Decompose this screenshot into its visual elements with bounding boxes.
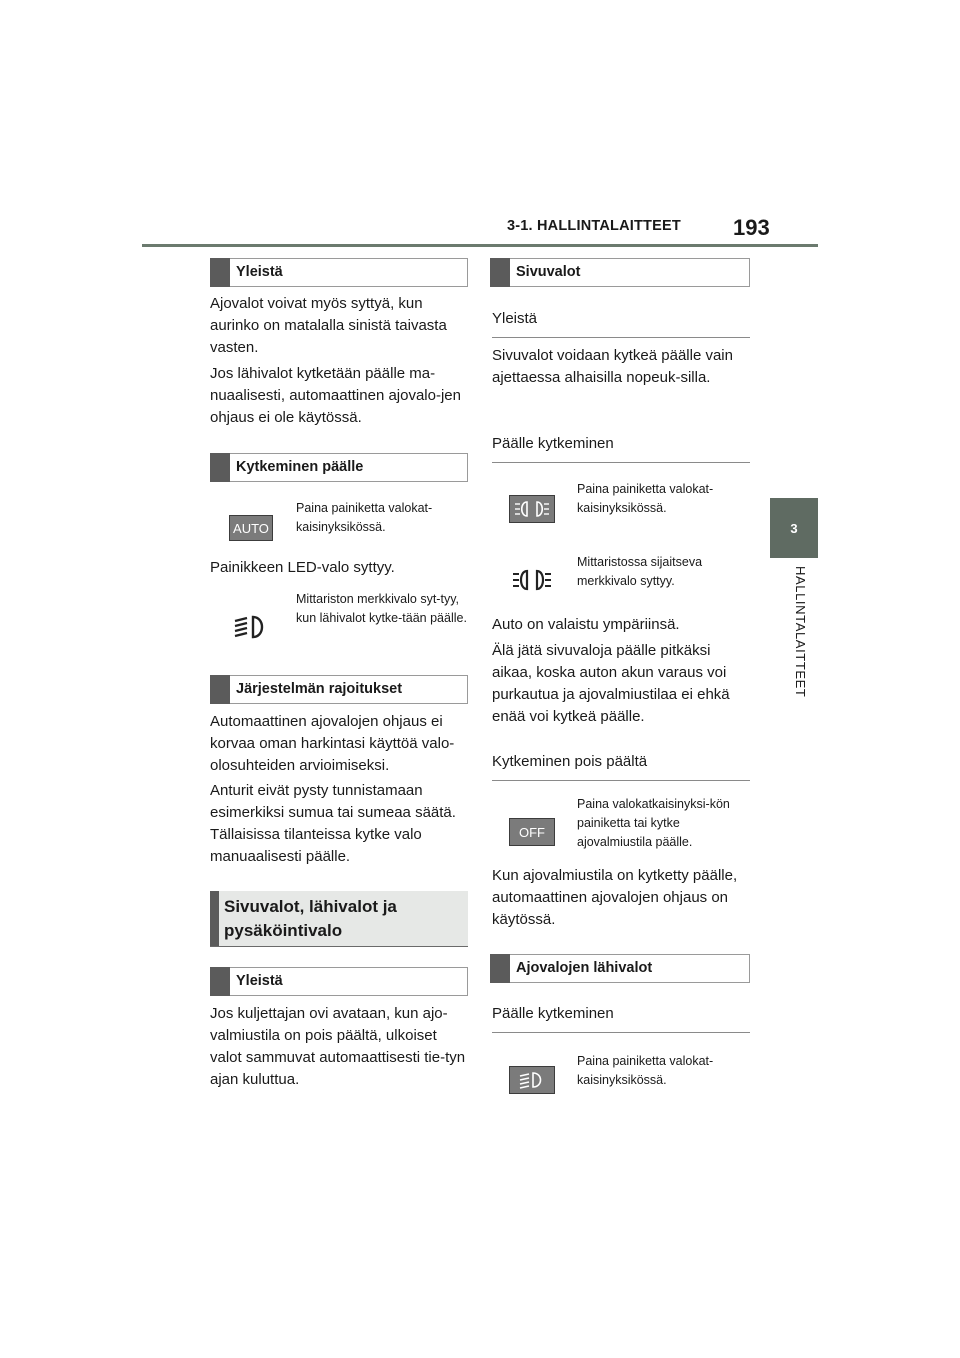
paragraph: Painikkeen LED-valo syttyy. — [210, 559, 395, 576]
chapter-tab[interactable] — [770, 498, 818, 558]
paragraph: Ajovalot voivat myös syttyä, kun aurinko on matalalla sinistä taivasta vasten. — [210, 295, 447, 356]
paragraph: Automaattinen ajovalojen ohjaus ei korvaa oman harkintasi käyttöä valo-olosuhteiden arvioimiseksi. — [210, 713, 455, 774]
auto-button-icon: AUTO — [229, 515, 273, 541]
subheading-text: Yleistä — [492, 310, 538, 327]
heading-text: Ajovalojen lähivalot — [516, 960, 653, 976]
heading-text: Sivuvalot — [516, 264, 581, 280]
paragraph: Kun ajovalmiustila on kytketty päälle, automaattinen ajovalojen ohjaus on käytössä. — [492, 867, 738, 928]
side-light-indicator-description: Mittaristossa sijaitseva merkkivalo syttyy. — [577, 555, 703, 588]
heading-kytkeminen-paalle — [210, 453, 468, 482]
heading-sivuvalot — [490, 258, 750, 287]
subheading-paalle-kytkeminen-2 — [492, 997, 750, 1033]
heading-marker — [210, 453, 230, 482]
section-heading-sivuvalot — [210, 891, 468, 947]
section-heading-text: Sivuvalot, lähivalot ja pysäköintivalo — [224, 897, 397, 940]
paragraph: Auto on valaistu ympäriinsä. — [492, 616, 680, 633]
off-button-icon: OFF — [509, 818, 555, 846]
off-button-description: Paina valokatkaisinyksi-kön painiketta tai kytke ajovalmiustila päälle. — [577, 797, 730, 849]
side-light-button-description: Paina painiketta valokat-kaisinyksikössä. — [577, 482, 714, 515]
paragraph: Jos lähivalot kytketään päälle ma-nuaalisesti, automaattinen ajovalo-jen ohjaus ei ole käytössä. — [210, 365, 461, 426]
heading-text: Kytkeminen päälle — [236, 459, 364, 475]
side-light-indicator-icon — [511, 568, 553, 592]
subheading-text: Päälle kytkeminen — [492, 1005, 614, 1022]
paragraph: Sivuvalot voidaan kytkeä päälle vain ajettaessa alhaisilla nopeuk-silla. — [492, 347, 733, 386]
low-beam-button-description: Paina painiketta valokat-kaisinyksikössä. — [577, 1054, 714, 1087]
heading-marker — [490, 258, 510, 287]
heading-ajovalojen-lahivalot — [490, 954, 750, 983]
heading-rajoitukset — [210, 675, 468, 704]
heading-marker — [210, 967, 230, 996]
chapter-side-label — [778, 566, 818, 716]
paragraph: Anturit eivät pysty tunnistamaan esimerkiksi sumua tai sumeaa säätä. Tällaisissa tilanteissa kytke valo manuaalisesti päälle. — [210, 782, 456, 865]
subheading-yleista — [492, 302, 750, 338]
header-rule — [142, 244, 818, 247]
section-title: 3-1. HALLINTALAITTEET — [507, 218, 681, 234]
heading-text: Yleistä — [236, 973, 283, 989]
low-beam-description: Mittariston merkkivalo syt-tyy, kun lähivalot kytke-tään päälle. — [296, 592, 467, 625]
subheading-text: Kytkeminen pois päältä — [492, 753, 648, 770]
subheading-paalle-kytkeminen — [492, 427, 750, 463]
low-beam-icon — [231, 612, 271, 642]
side-light-icon — [509, 495, 555, 523]
heading-text: Yleistä — [236, 264, 283, 280]
subheading-kytkeminen-pois — [492, 745, 750, 781]
page-number: 193 — [733, 215, 770, 240]
paragraph: Jos kuljettajan ovi avataan, kun ajo-valmiustila on pois päältä, ulkoiset valot sammuvat automaattisesti tie-tyn ajan kuluttua. — [210, 1005, 466, 1088]
heading-yleista — [210, 258, 468, 287]
heading-yleista-2 — [210, 967, 468, 996]
heading-marker — [210, 675, 230, 704]
heading-text: Järjestelmän rajoitukset — [236, 681, 403, 697]
low-beam-button-icon — [509, 1066, 555, 1094]
chapter-title: HALLINTALAITTEET — [793, 566, 808, 698]
subheading-text: Päälle kytkeminen — [492, 435, 614, 452]
chapter-number: 3 — [790, 520, 798, 536]
paragraph: Älä jätä sivuvaloja päälle pitkäksi aikaa, koska auton akun varaus voi purkautua ja ajovalmiustilaa ei ehkä enää voi kytkeä päälle. — [492, 642, 730, 725]
auto-button-description: Paina painiketta valokat-kaisinyksikössä. — [296, 501, 433, 534]
heading-marker — [210, 891, 219, 946]
heading-marker — [490, 954, 510, 983]
heading-marker — [210, 258, 230, 287]
